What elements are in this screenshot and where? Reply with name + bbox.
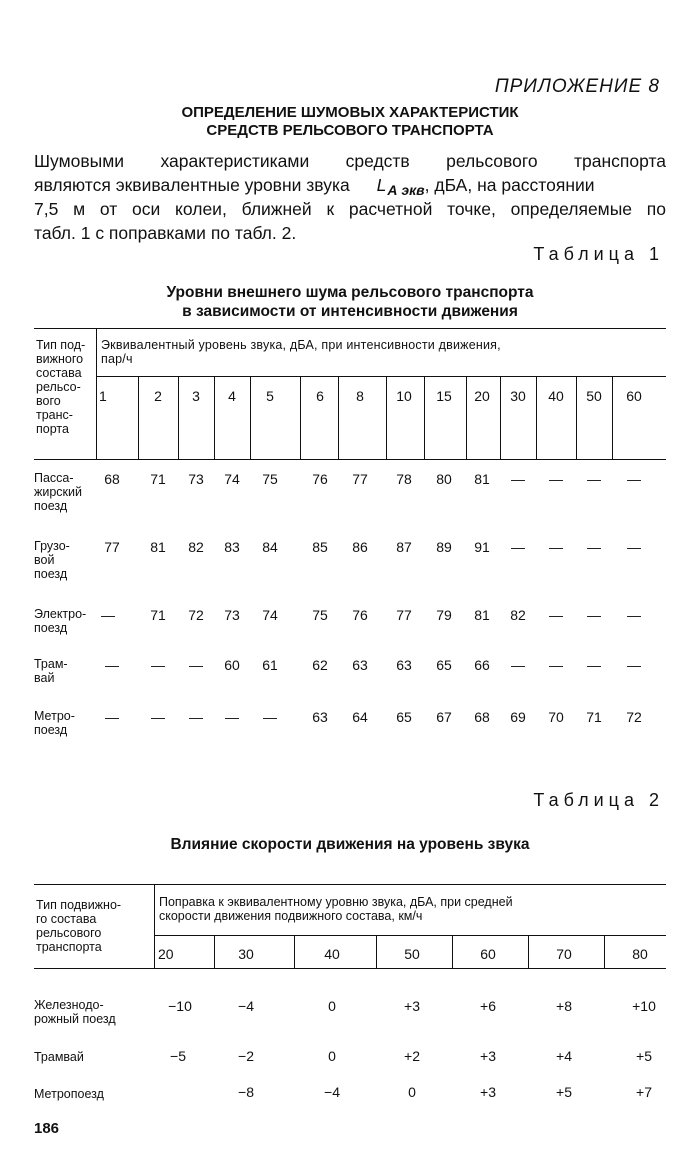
main-title-line1: ОПРЕДЕЛЕНИЕ ШУМОВЫХ ХАРАКТЕРИСТИК xyxy=(181,104,519,121)
table-cell-value: — xyxy=(151,657,165,673)
text-line: транс- xyxy=(36,408,73,422)
table-rule xyxy=(528,935,529,968)
table-cell-value: — xyxy=(587,471,601,487)
text-line: транспорта xyxy=(36,940,102,954)
table-cell-value: — xyxy=(189,657,203,673)
text-line: жирский xyxy=(34,485,82,499)
text-line: вай xyxy=(34,671,55,685)
text-line: поезд xyxy=(34,723,68,737)
text-line: вой xyxy=(34,553,55,567)
t1-col-50: 50 xyxy=(586,388,602,404)
text-line: вижного xyxy=(36,352,84,366)
table-cell-value: 71 xyxy=(150,607,166,623)
table-cell-value: −5 xyxy=(170,1048,186,1064)
intro-line-2a: являются эквивалентные уровни звука xyxy=(34,175,350,195)
table-cell-value: 71 xyxy=(586,709,602,725)
table-cell-value: — xyxy=(101,607,115,623)
text-line: порта xyxy=(36,422,69,436)
table-cell-value: — xyxy=(105,709,119,725)
appendix-label: ПРИЛОЖЕНИЕ 8 xyxy=(494,76,660,97)
text-line: состава xyxy=(36,366,82,380)
table-cell-value: 69 xyxy=(510,709,526,725)
t2-row-name xyxy=(34,1087,104,1101)
table-cell-value: 81 xyxy=(474,607,490,623)
table1-caption-line1: Уровни внешнего шума рельсового транспорта xyxy=(166,284,534,301)
table2-caption: Влияние скорости движения на уровень звука xyxy=(170,836,530,853)
table-cell-value: 85 xyxy=(312,539,328,555)
table-cell-value: 86 xyxy=(352,539,368,555)
table1-bottom-rule xyxy=(34,459,666,460)
t1-col-20: 20 xyxy=(474,388,490,404)
t2-col-70: 70 xyxy=(556,946,572,962)
t1-col-2: 2 xyxy=(154,388,162,404)
table-cell-value: +2 xyxy=(404,1048,420,1064)
table-cell-value: −2 xyxy=(238,1048,254,1064)
table-cell-value: +5 xyxy=(636,1048,652,1064)
intro-line-4: табл. 1 с поправками по табл. 2. xyxy=(34,223,297,243)
table-cell-value: +5 xyxy=(556,1084,572,1100)
table-cell-value: 63 xyxy=(396,657,412,673)
text-line: рельсового xyxy=(36,926,102,940)
text-line: Железнодо- xyxy=(34,998,104,1012)
table-cell-value: +6 xyxy=(480,998,496,1014)
text-line: поезд xyxy=(34,621,68,635)
t2-col-60: 60 xyxy=(480,946,496,962)
intro-line-2 xyxy=(34,174,666,201)
table-cell-value: 78 xyxy=(396,471,412,487)
text-line: го состава xyxy=(36,912,97,926)
table-cell-value: 66 xyxy=(474,657,490,673)
table-cell-value: — xyxy=(511,471,525,487)
table1-type-divider xyxy=(96,328,97,459)
t1-col-40: 40 xyxy=(548,388,564,404)
table-cell-value: 0 xyxy=(328,1048,336,1064)
table-rule xyxy=(214,935,215,968)
text-line: Тип подвижно- xyxy=(36,898,122,912)
table-cell-value: 89 xyxy=(436,539,452,555)
table-cell-value: 0 xyxy=(408,1084,416,1100)
text-line: Метропоезд xyxy=(34,1087,104,1101)
table-cell-value: +3 xyxy=(480,1084,496,1100)
table-cell-value: 63 xyxy=(352,657,368,673)
table-cell-value: 82 xyxy=(510,607,526,623)
text-line: Поправка к эквивалентному уровню звука, дБА, при средней xyxy=(159,895,513,909)
table-cell-value: — xyxy=(627,657,641,673)
text-line: поезд xyxy=(34,567,68,581)
table-cell-value: 61 xyxy=(262,657,278,673)
text-line: Трамвай xyxy=(34,1050,84,1064)
t1-col-6: 6 xyxy=(316,388,324,404)
table-cell-value: +3 xyxy=(480,1048,496,1064)
table-cell-value: — xyxy=(549,539,563,555)
table-cell-value: 77 xyxy=(352,471,368,487)
text-line: вого xyxy=(36,394,61,408)
table-cell-value: — xyxy=(587,607,601,623)
table2-group-header xyxy=(159,895,665,923)
text-line: Метро- xyxy=(34,709,75,723)
table-cell-value: 68 xyxy=(104,471,120,487)
table-cell-value: +3 xyxy=(404,998,420,1014)
table2-bottom-rule xyxy=(34,968,666,969)
t2-col-40: 40 xyxy=(324,946,340,962)
table2-type-divider xyxy=(154,884,155,968)
t2-row-name xyxy=(34,1050,84,1064)
table-cell-value: — xyxy=(627,471,641,487)
table-cell-value: 77 xyxy=(104,539,120,555)
level-symbol: $L_{А экв}$ xyxy=(376,175,425,198)
table-cell-value: — xyxy=(587,657,601,673)
page-number: 186 xyxy=(34,1120,60,1137)
text-line: Тип под- xyxy=(36,338,86,352)
level-symbol-subscript: А экв xyxy=(387,182,425,198)
table-rule xyxy=(376,935,377,968)
table-cell-value: — xyxy=(151,709,165,725)
t1-row-name xyxy=(34,471,82,513)
text-line: скорости движения подвижного состава, км/ч xyxy=(159,909,423,923)
t1-col-15: 15 xyxy=(436,388,452,404)
table-cell-value: 71 xyxy=(150,471,166,487)
table-cell-value: 74 xyxy=(262,607,278,623)
intro-line-1: Шумовыми характеристиками средств рельсового транспорта xyxy=(34,151,666,171)
table-cell-value: — xyxy=(627,607,641,623)
table-cell-value: — xyxy=(587,539,601,555)
intro-line-2b: , дБА, на расстоянии xyxy=(424,175,595,195)
table1-caption-line2: в зависимости от интенсивности движения xyxy=(182,303,518,320)
table-rule xyxy=(294,935,295,968)
table-cell-value: −8 xyxy=(238,1084,254,1100)
table-cell-value: 0 xyxy=(328,998,336,1014)
t1-col-4: 4 xyxy=(228,388,236,404)
table-cell-value: +7 xyxy=(636,1084,652,1100)
table-cell-value: 80 xyxy=(436,471,452,487)
table-cell-value: 76 xyxy=(352,607,368,623)
table-rule xyxy=(604,935,605,968)
table-rule xyxy=(452,935,453,968)
table-cell-value: +8 xyxy=(556,998,572,1014)
text-line: пар/ч xyxy=(101,352,133,366)
table-cell-value: 72 xyxy=(626,709,642,725)
table1-label: Таблица 1 xyxy=(533,244,664,264)
t1-col-3: 3 xyxy=(192,388,200,404)
t2-col-50: 50 xyxy=(404,946,420,962)
t1-row-name xyxy=(34,657,68,685)
t1-row-name xyxy=(34,539,70,581)
table-cell-value: 75 xyxy=(262,471,278,487)
table-cell-value: −4 xyxy=(238,998,254,1014)
table-cell-value: 73 xyxy=(188,471,204,487)
table2-type-header xyxy=(36,898,154,954)
text-line: рожный поезд xyxy=(34,1012,116,1026)
table1-top-rule xyxy=(34,328,666,329)
table2-header-rule xyxy=(154,935,666,936)
table-cell-value: — xyxy=(549,657,563,673)
table-cell-value: — xyxy=(263,709,277,725)
table-cell-value: 70 xyxy=(548,709,564,725)
text-line: рельсо- xyxy=(36,380,81,394)
table-cell-value: 74 xyxy=(224,471,240,487)
main-title-line2: СРЕДСТВ РЕЛЬСОВОГО ТРАНСПОРТА xyxy=(206,122,494,139)
table-cell-value: 62 xyxy=(312,657,328,673)
table-cell-value: — xyxy=(511,657,525,673)
table-cell-value: — xyxy=(549,471,563,487)
t1-row-name xyxy=(34,607,86,635)
text-line: Эквивалентный уровень звука, дБА, при интенсивности движения, xyxy=(101,338,501,352)
t1-col-10: 10 xyxy=(396,388,412,404)
t1-col-5: 5 xyxy=(266,388,274,404)
table-cell-value: 82 xyxy=(188,539,204,555)
t2-row-name xyxy=(34,998,116,1026)
table-cell-value: 68 xyxy=(474,709,490,725)
t1-col-30: 30 xyxy=(510,388,526,404)
table1-header-rule xyxy=(96,376,666,377)
t1-row-name xyxy=(34,709,75,737)
text-line: поезд xyxy=(34,499,68,513)
table2-label: Таблица 2 xyxy=(533,790,664,810)
table-cell-value: 77 xyxy=(396,607,412,623)
table-cell-value: −10 xyxy=(168,998,192,1014)
table-cell-value: 81 xyxy=(474,471,490,487)
table-cell-value: 73 xyxy=(224,607,240,623)
text-line: Трам- xyxy=(34,657,68,671)
table-cell-value: +10 xyxy=(632,998,656,1014)
table-cell-value: — xyxy=(189,709,203,725)
table-cell-value: 79 xyxy=(436,607,452,623)
text-line: Электро- xyxy=(34,607,87,621)
table-cell-value: — xyxy=(627,539,641,555)
table-cell-value: 75 xyxy=(312,607,328,623)
table-cell-value: — xyxy=(105,657,119,673)
table1-group-header xyxy=(101,338,667,366)
table-cell-value: 83 xyxy=(224,539,240,555)
table-cell-value: 91 xyxy=(474,539,490,555)
table-cell-value: 64 xyxy=(352,709,368,725)
t2-col-20: 20 xyxy=(158,946,174,962)
intro-line-3: 7,5 м от оси колеи, ближней к расчетной точке, определяемые по xyxy=(34,199,666,219)
text-line: Грузо- xyxy=(34,539,70,553)
table-cell-value: 65 xyxy=(396,709,412,725)
table-cell-value: 65 xyxy=(436,657,452,673)
table-cell-value: 87 xyxy=(396,539,412,555)
table-cell-value: 60 xyxy=(224,657,240,673)
table-cell-value: 84 xyxy=(262,539,278,555)
table-cell-value: — xyxy=(225,709,239,725)
table-cell-value: 67 xyxy=(436,709,452,725)
t1-col-8: 8 xyxy=(356,388,364,404)
table-cell-value: — xyxy=(511,539,525,555)
table-cell-value: 81 xyxy=(150,539,166,555)
text-line: Пасса- xyxy=(34,471,74,485)
t1-col-1: 1 xyxy=(99,388,107,404)
table1-type-header xyxy=(36,338,96,436)
table-cell-value: +4 xyxy=(556,1048,572,1064)
t1-col-60: 60 xyxy=(626,388,642,404)
table-cell-value: −4 xyxy=(324,1084,340,1100)
table-cell-value: 72 xyxy=(188,607,204,623)
t2-col-80: 80 xyxy=(632,946,648,962)
table-cell-value: 76 xyxy=(312,471,328,487)
table-cell-value: — xyxy=(549,607,563,623)
table-cell-value: 63 xyxy=(312,709,328,725)
table2-top-rule xyxy=(34,884,666,885)
t2-col-30: 30 xyxy=(238,946,254,962)
